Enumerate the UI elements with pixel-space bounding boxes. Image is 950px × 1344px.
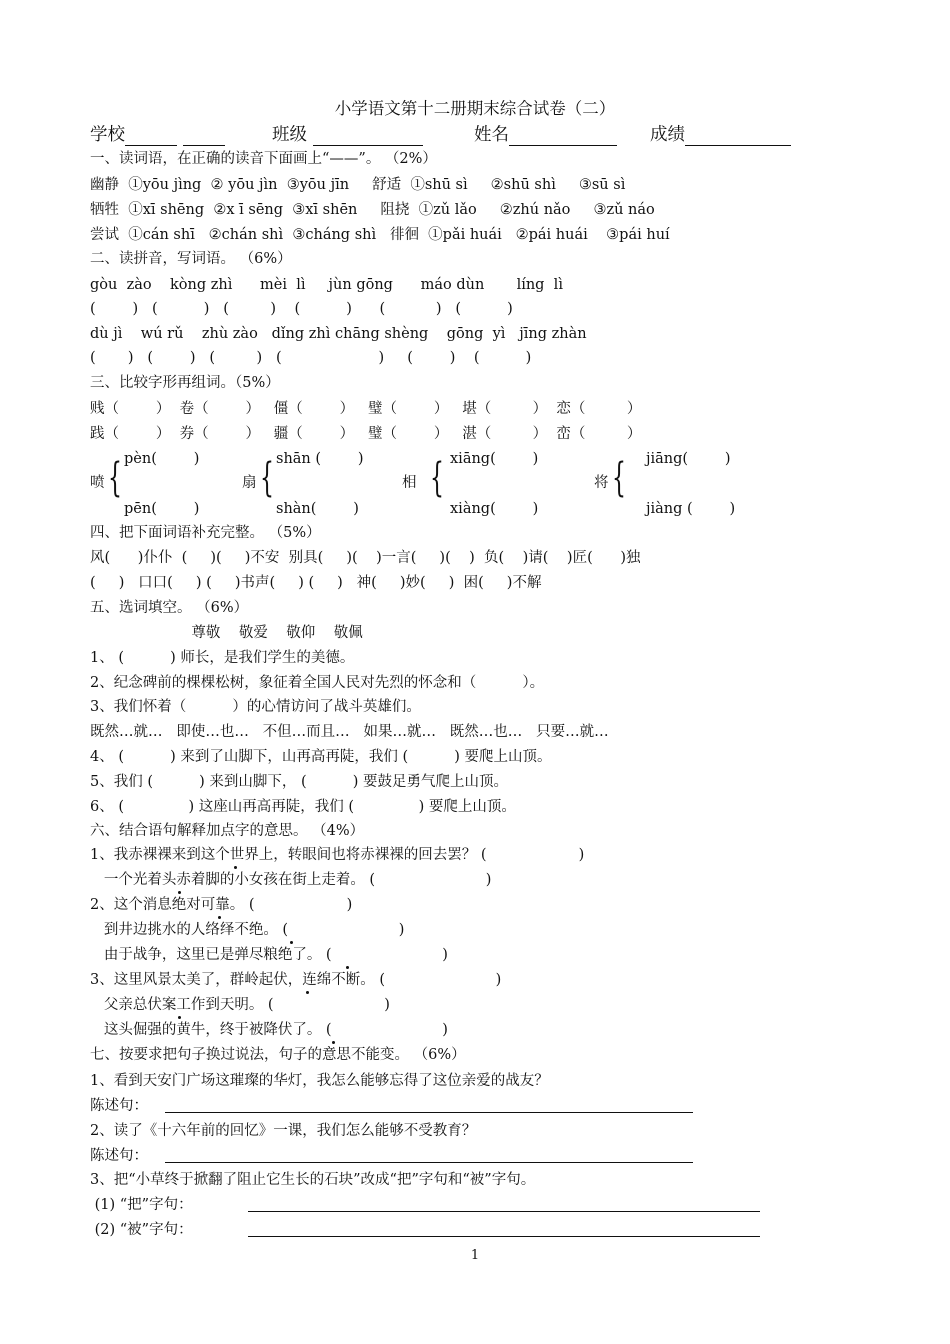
- class-label: 班级: [272, 125, 307, 145]
- fill-sentence-1[interactable]: 1、 ( ) 师长，是我们学生的美德。: [90, 650, 355, 666]
- brace-bottom-xiang[interactable]: xiàng( ): [450, 501, 539, 517]
- pinyin-row-1: 幽静 ①yōu jìng ② yōu jìn ③yōu jīn 舒适 ①shū sì ②shū shì ③sū sì: [90, 177, 626, 193]
- name-label: 姓名: [474, 125, 509, 145]
- brace-icon: {: [108, 455, 122, 501]
- brace-char-jiang: 将: [594, 475, 609, 491]
- brace-icon: {: [430, 455, 444, 501]
- brace-char-xiang: 相: [402, 475, 417, 491]
- explain-3c[interactable]: 这头倔强的黄牛，终于被降伏了。 ( ): [90, 1022, 448, 1038]
- brace-top-jiang[interactable]: jiāng( ): [646, 451, 731, 467]
- rewrite-question-3: 3、把“小草终于掀翻了阻止它生长的石块”改成“把”字句和“被”字句。: [90, 1172, 536, 1188]
- rewrite-question-1: 1、看到天安门广场这璀璨的华灯，我怎么能够忘得了这位亲爱的战友？: [90, 1073, 549, 1089]
- answer-blanks-row-2[interactable]: ( ) ( ) ( ) ( ) ( ) ( ): [90, 350, 532, 366]
- answer-blanks-row-1[interactable]: ( ) ( ) ( ) ( ) ( ) ( ): [90, 301, 513, 317]
- explain-2c[interactable]: 由于战争，这里已是弹尽粮绝了。 ( ): [90, 947, 448, 963]
- emphasis-dot: [178, 891, 181, 894]
- word-choices: 尊敬 敬爱 敬仰 敬佩: [90, 625, 363, 641]
- pinyin-row-2: 牺牲 ①xī shēng ②x ī sēng ③xī shēn 阻挠 ①zǔ lǎo ②zhú nǎo ③zǔ náo: [90, 202, 655, 218]
- brace-top-pen[interactable]: pèn( ): [124, 451, 200, 467]
- emphasis-dot: [178, 1016, 181, 1019]
- pinyin-row-3: 尝试 ①cán shī ②chán shì ③cháng shì 徘徊 ①pǎi huái ②pái huái ③pái huí: [90, 227, 670, 243]
- name-blank[interactable]: [509, 128, 617, 146]
- section-2-heading: 二、读拼音，写词语。 （6%）: [90, 251, 292, 267]
- emphasis-dot: [332, 1041, 335, 1044]
- answer-line[interactable]: [248, 1210, 760, 1212]
- section-5-heading: 五、选词填空。 （6%）: [90, 600, 249, 616]
- brace-top-shan[interactable]: shān ( ): [276, 451, 364, 467]
- rewrite-label-1: 陈述句：: [90, 1098, 148, 1114]
- section-3-heading: 三、比较字形再组词。（5%）: [90, 375, 280, 391]
- emphasis-dot: [234, 866, 237, 869]
- brace-char-shan: 扇: [242, 475, 257, 491]
- fill-sentence-2[interactable]: 2、纪念碑前的棵棵松树，象征着全国人民对先烈的怀念和（ ）。: [90, 675, 545, 691]
- score-label: 成绩: [650, 125, 685, 145]
- rewrite-label-2: 陈述句：: [90, 1148, 148, 1164]
- explain-1b[interactable]: 一个光着头赤着脚的小女孩在街上走着。 ( ): [90, 872, 492, 888]
- fill-sentence-4[interactable]: 4、 ( ) 来到了山脚下，山再高再陡，我们 ( ) 要爬上山顶。: [90, 749, 552, 765]
- school-field: [90, 124, 225, 146]
- section-4-heading: 四、把下面词语补充完整。 （5%）: [90, 525, 321, 541]
- brace-icon: {: [612, 455, 626, 501]
- emphasis-dot: [290, 941, 293, 944]
- school-blank[interactable]: [125, 128, 177, 146]
- idiom-row-1[interactable]: 风( )仆仆 ( )( )不安 别具( )( )一言( )( ) 负( )请( )匠( )独: [90, 550, 641, 566]
- pinyin-write-row-1: gòu zào kòng zhì mèi lì jùn gōng máo dùn líng lì: [90, 277, 563, 293]
- school-blank-2[interactable]: [183, 128, 225, 146]
- score-field: [650, 124, 791, 146]
- page-title: 小学语文第十二册期末综合试卷（二）: [334, 99, 616, 118]
- explain-3b[interactable]: 父亲总伏案工作到天明。 ( ): [90, 997, 390, 1013]
- fill-sentence-5[interactable]: 5、我们 ( ) 来到山脚下， ( ) 要鼓足勇气爬上山顶。: [90, 774, 508, 790]
- emphasis-dot: [346, 966, 349, 969]
- explain-2b[interactable]: 到井边挑水的人络绎不绝。 ( ): [90, 922, 405, 938]
- fill-sentence-6[interactable]: 6、 ( ) 这座山再高再陡，我们 ( ) 要爬上山顶。: [90, 799, 516, 815]
- conjunction-choices: 既然…就… 即使…也… 不但…而且… 如果…就… 既然…也… 只要…就…: [90, 724, 609, 740]
- answer-line[interactable]: [165, 1161, 693, 1163]
- fill-sentence-3[interactable]: 3、我们怀着（ ）的心情访问了战斗英雄们。: [90, 699, 421, 715]
- score-blank[interactable]: [685, 128, 791, 146]
- idiom-row-2[interactable]: ( ) 口口( ) ( )书声( ) ( ) 神( )妙( ) 困( )不解: [90, 575, 542, 591]
- class-blank[interactable]: [313, 128, 423, 146]
- name-field: [474, 124, 617, 146]
- section-7-heading: 七、按要求把句子换过说法，句子的意思不能变。 （6%）: [90, 1047, 466, 1063]
- brace-bottom-pen[interactable]: pēn( ): [124, 501, 200, 517]
- emphasis-dot: [306, 991, 309, 994]
- section-1-heading: 一、读词语，在正确的读音下面画上“——”。 （2%）: [90, 151, 437, 167]
- emphasis-dot: [218, 916, 221, 919]
- brace-icon: {: [260, 455, 274, 501]
- answer-line[interactable]: [165, 1111, 693, 1113]
- class-field: [272, 124, 423, 146]
- rewrite-label-ba: (1) “把”字句：: [90, 1197, 193, 1213]
- explain-3a[interactable]: 3、这里风景太美了，群岭起伏，连绵不断。 ( ): [90, 972, 502, 988]
- brace-bottom-jiang[interactable]: jiàng ( ): [646, 501, 736, 517]
- rewrite-question-2: 2、读了《十六年前的回忆》一课，我们怎么能够不受教育？: [90, 1123, 477, 1139]
- brace-char-pen: 喷: [90, 475, 105, 491]
- brace-bottom-shan[interactable]: shàn( ): [276, 501, 359, 517]
- pinyin-write-row-2: dù jì wú rǔ zhù zào dǐng zhì chāng shèng gōng yì jīng zhàn: [90, 326, 587, 342]
- compare-row-2[interactable]: 践（ ） 券（ ） 疆（ ） 璧（ ） 湛（ ） 峦（ ）: [90, 426, 642, 442]
- explain-1a[interactable]: 1、我赤裸裸来到这个世界上，转眼间也将赤裸裸的回去罢？ ( ): [90, 847, 585, 863]
- page-number: 1: [470, 1248, 480, 1263]
- school-label: 学校: [90, 125, 125, 145]
- answer-line[interactable]: [248, 1235, 760, 1237]
- brace-top-xiang[interactable]: xiāng( ): [450, 451, 539, 467]
- explain-2a[interactable]: 2、这个消息绝对可靠。 ( ): [90, 897, 353, 913]
- rewrite-label-bei: (2) “被”字句：: [90, 1222, 193, 1238]
- section-6-heading: 六、结合语句解释加点字的意思。 （4%）: [90, 823, 365, 839]
- compare-row-1[interactable]: 贱（ ） 卷（ ） 僵（ ） 璧（ ） 堪（ ） 恋（ ）: [90, 401, 642, 417]
